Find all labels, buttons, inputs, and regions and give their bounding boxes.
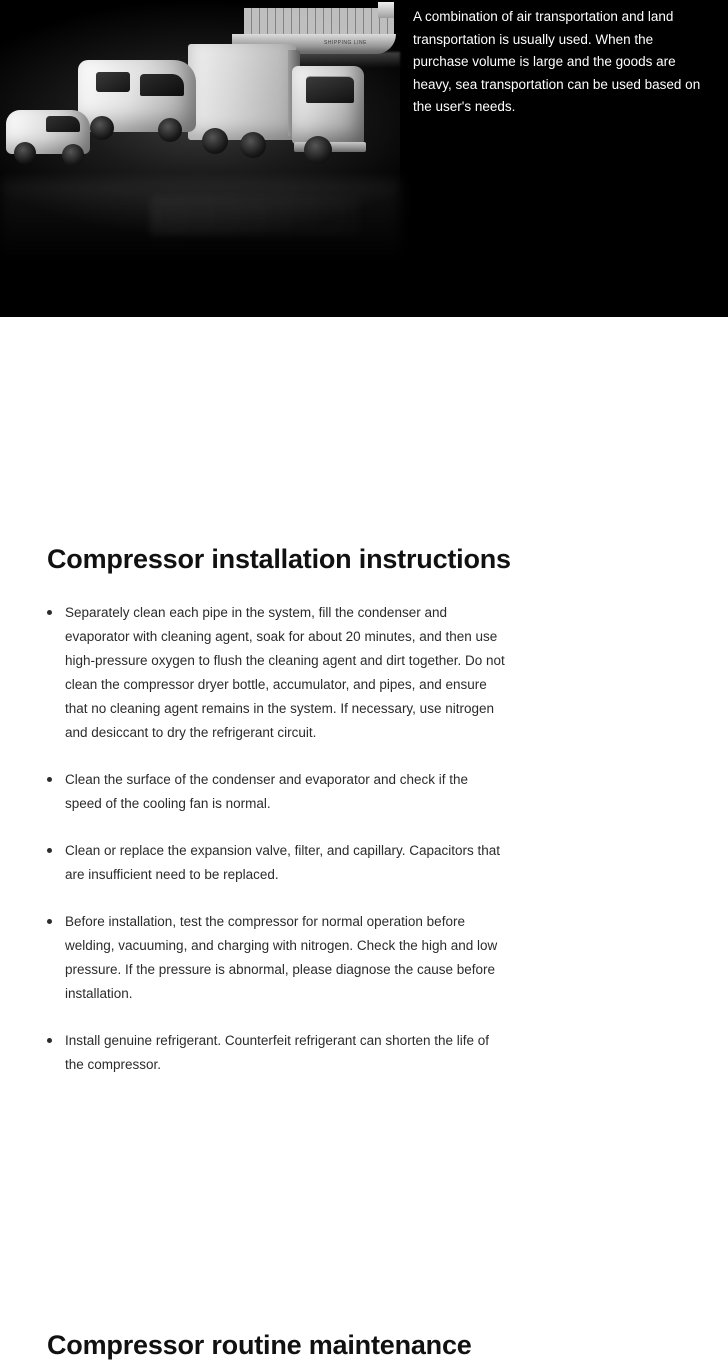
ship-label: SHIPPING LINE <box>324 40 367 46</box>
van-windshield <box>140 74 184 96</box>
floor-reflection <box>0 180 400 317</box>
ship-containers <box>244 8 394 34</box>
truck-wheel <box>304 136 332 164</box>
installation-instructions-list <box>47 601 507 1100</box>
list-item: Clean the surface of the condenser and evaporator and check if the speed of the cooling fan is normal. <box>47 768 507 816</box>
car-windshield <box>46 116 80 132</box>
list-item: Before installation, test the compressor for normal operation before welding, vacuuming, and charging with nitrogen. Check the high and low pressure. If the pressure is abnormal, please diagnose the cause before installation. <box>47 910 507 1006</box>
truck-windshield <box>306 76 354 103</box>
truck-wheel <box>240 132 266 158</box>
list-item: Install genuine refrigerant. Counterfeit refrigerant can shorten the life of the compressor. <box>47 1029 507 1077</box>
list-item: Clean or replace the expansion valve, filter, and capillary. Capacitors that are insufficient need to be replaced. <box>47 839 507 887</box>
maintenance-section-title: Compressor routine maintenance <box>47 1330 472 1361</box>
delivery-truck-icon <box>188 44 384 196</box>
hero-banner <box>0 0 728 317</box>
logistics-illustration <box>0 0 400 317</box>
car-wheel <box>62 144 84 166</box>
van-side-window <box>96 72 130 92</box>
small-car-icon <box>6 104 102 184</box>
shipping-description: A combination of air transportation and land transportation is usually used. When the purchase volume is large and the goods are heavy, sea transportation can be used based on the user's needs. <box>413 9 701 114</box>
installation-section-title: Compressor installation instructions <box>47 544 511 575</box>
van-wheel <box>158 118 182 142</box>
car-wheel <box>14 142 36 164</box>
list-item: Separately clean each pipe in the system, fill the condenser and evaporator with cleaning agent, soak for about 20 minutes, and then use high-pressure oxygen to flush the cleaning agent and dirt together. Do not clean the compressor dryer bottle, accumulator, and pipes, and ensure that no cleaning agent remains in the system. If necessary, use nitrogen and desiccant to dry the refrigerant circuit. <box>47 601 507 745</box>
ship-bridge <box>378 2 394 18</box>
